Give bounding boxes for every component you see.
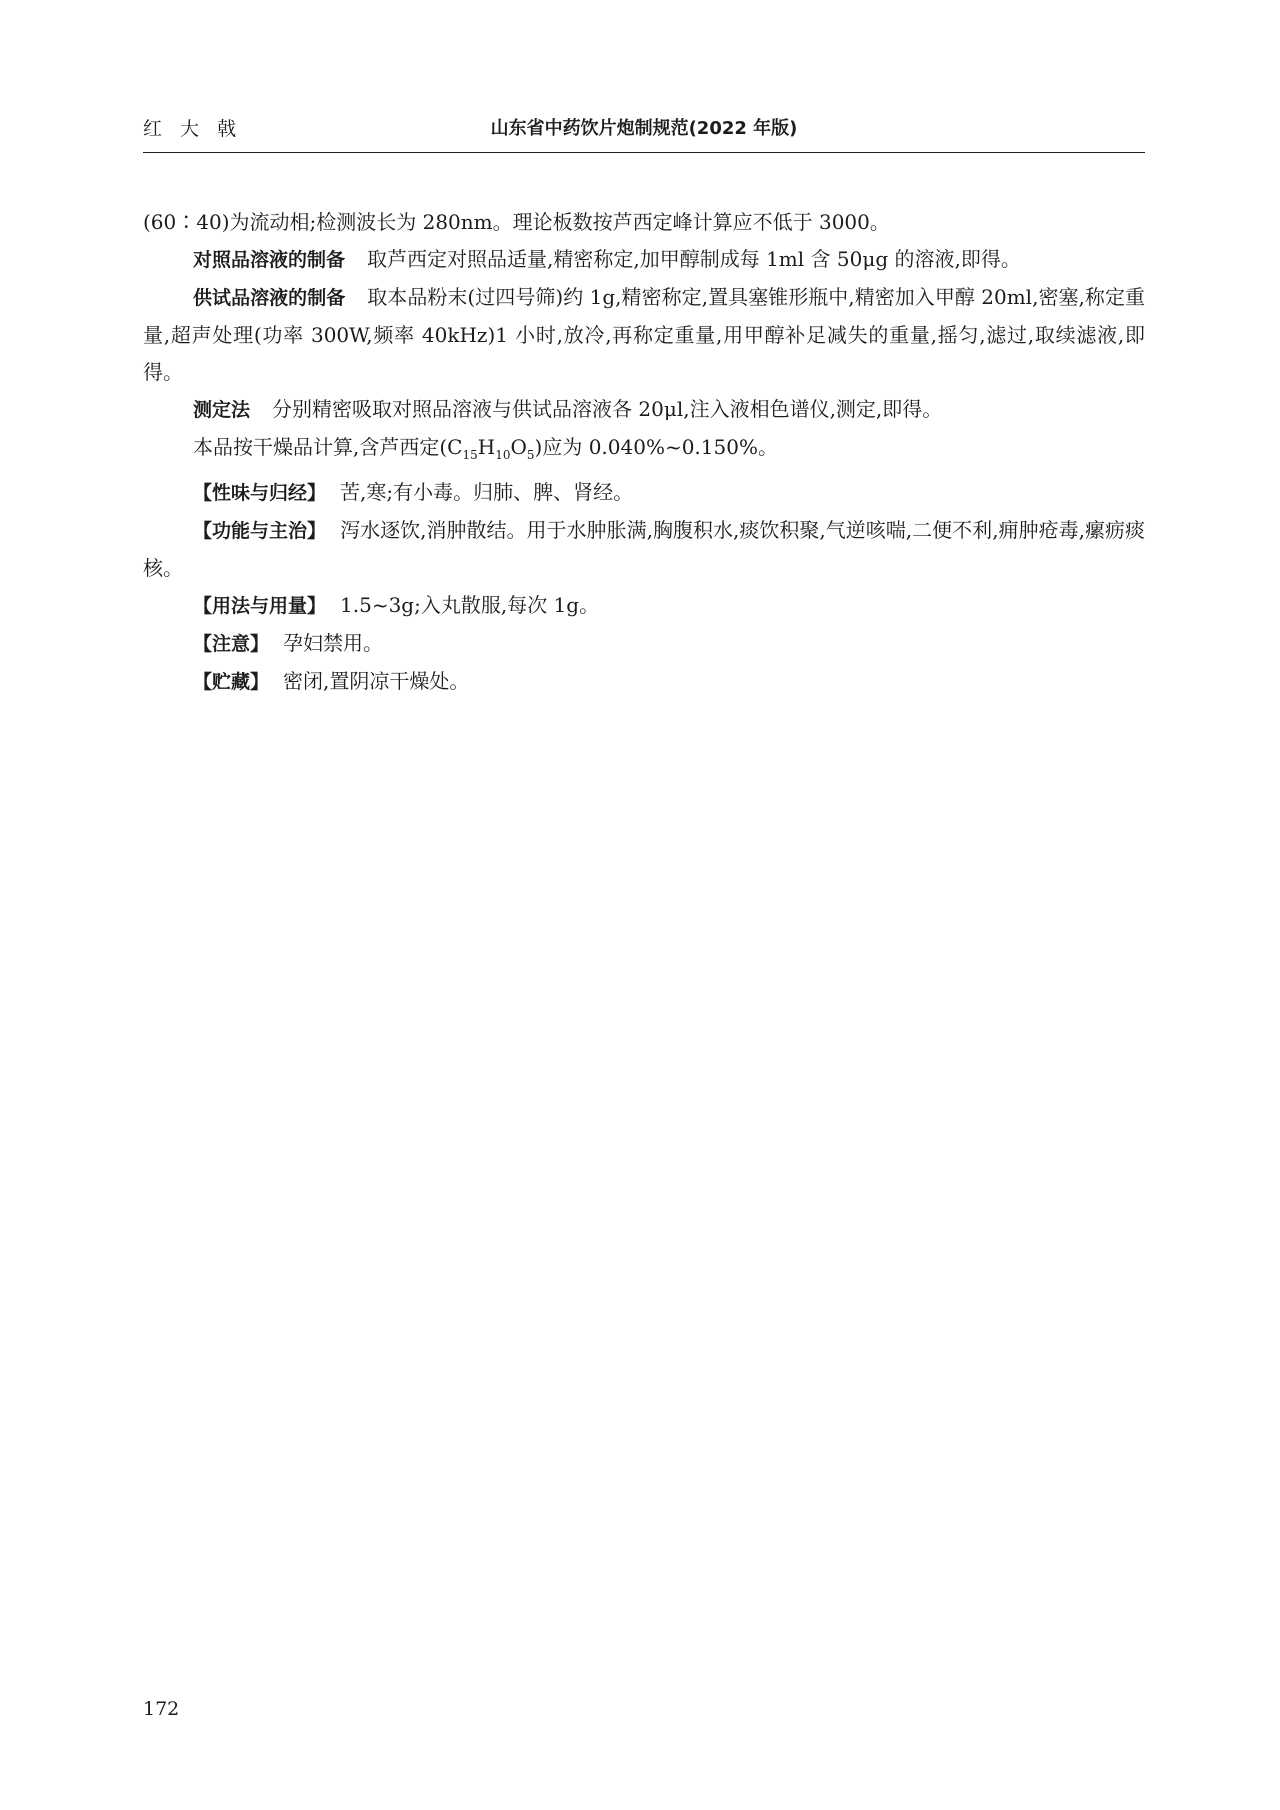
caution-heading: 【注意】 xyxy=(193,633,270,655)
paragraph-nature xyxy=(143,474,1145,512)
content-limit-suffix: )应为 0.040%~0.150%。 xyxy=(534,435,778,459)
running-header xyxy=(143,114,1145,144)
paragraph-storage xyxy=(143,663,1145,701)
paragraph-test-solution xyxy=(143,279,1145,391)
content-limit-prefix: 本品按干燥品计算,含芦西定(C xyxy=(193,435,463,459)
storage-heading: 【贮藏】 xyxy=(193,671,270,693)
paragraph-method xyxy=(143,391,1145,429)
paragraph-reference-solution xyxy=(143,241,1145,279)
reference-solution-text: 取芦西定对照品适量,精密称定,加甲醇制成每 1ml 含 50μg 的溶液,即得。 xyxy=(367,247,1021,271)
method-text: 分别精密吸取对照品溶液与供试品溶液各 20μl,注入液相色谱仪,测定,即得。 xyxy=(272,397,943,421)
paragraph-mobile-phase xyxy=(143,204,1145,241)
paragraph-function xyxy=(143,512,1145,587)
storage-text: 密闭,置阴凉干燥处。 xyxy=(283,669,470,693)
paragraph-caution xyxy=(143,625,1145,663)
caution-text: 孕妇禁用。 xyxy=(283,631,384,655)
dosage-text: 1.5~3g;入丸散服,每次 1g。 xyxy=(340,593,600,617)
formula-h: H xyxy=(477,435,496,459)
function-text: 泻水逐饮,消肿散结。用于水肿胀满,胸腹积水,痰饮积聚,气逆咳喘,二便不利,痈肿疮毒,瘰疬痰核。 xyxy=(143,518,1145,580)
nature-heading: 【性味与归经】 xyxy=(193,482,327,504)
dosage-heading: 【用法与用量】 xyxy=(193,595,327,617)
test-solution-text: 取本品粉末(过四号筛)约 1g,精密称定,置具塞锥形瓶中,精密加入甲醇 20ml,密塞,称定重量,超声处理(功率 300W,频率 40kHz)1 小时,放冷,再称定重量,用甲醇补足减失的重量,摇匀,滤过,取续滤液,即得。 xyxy=(143,285,1145,384)
page-number: 172 xyxy=(143,1698,180,1720)
mobile-phase-text: (60∶40)为流动相;检测波长为 280nm。理论板数按芦西定峰计算应不低于 3000。 xyxy=(143,210,890,234)
paragraph-dosage xyxy=(143,587,1145,625)
formula-o: O xyxy=(510,435,527,459)
formula-subscript-c: 15 xyxy=(462,448,478,462)
function-heading: 【功能与主治】 xyxy=(193,520,327,542)
test-solution-heading: 供试品溶液的制备 xyxy=(193,287,346,309)
reference-solution-heading: 对照品溶液的制备 xyxy=(193,249,346,271)
formula-subscript-o: 5 xyxy=(526,448,535,462)
formula-subscript-h: 10 xyxy=(495,448,511,462)
body-text xyxy=(143,204,1145,701)
nature-text: 苦,寒;有小毒。归肺、脾、肾经。 xyxy=(340,480,634,504)
header-rule xyxy=(143,152,1145,153)
book-title: 山东省中药饮片炮制规范(2022 年版) xyxy=(490,118,798,139)
paragraph-content-limit xyxy=(143,429,1145,474)
herb-name: 红 大 戟 xyxy=(143,118,243,140)
method-heading: 测定法 xyxy=(193,399,251,421)
